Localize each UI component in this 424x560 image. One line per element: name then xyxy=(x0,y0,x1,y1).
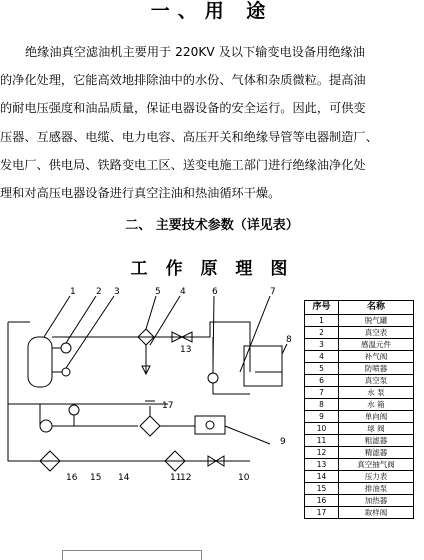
table-row xyxy=(305,483,414,495)
cell-index: 6 xyxy=(305,375,339,387)
cell-name: 防喷器 xyxy=(339,363,414,375)
diagram-label: 6 xyxy=(212,287,218,297)
cell-index: 14 xyxy=(305,471,339,483)
cell-index: 5 xyxy=(305,363,339,375)
diagram-label: 4 xyxy=(180,287,186,297)
pressure-gauge-icon xyxy=(69,405,79,415)
check-valve-box xyxy=(195,416,225,434)
cell-index: 8 xyxy=(305,399,339,411)
cell-index: 12 xyxy=(305,447,339,459)
cell-name: 真空表 xyxy=(339,327,414,339)
purpose-paragraph xyxy=(0,38,424,207)
cell-name: 排油泵 xyxy=(339,483,414,495)
diagram-label: 15 xyxy=(90,473,102,483)
cell-name: 精滤器 xyxy=(339,447,414,459)
diagram-label: 8 xyxy=(286,335,292,345)
diagram-label: 10 xyxy=(238,473,250,483)
table-row xyxy=(305,375,414,387)
header-index: 序号 xyxy=(305,301,339,315)
diagram-label: 9 xyxy=(280,437,286,447)
cell-name: 加热器 xyxy=(339,495,414,507)
table-row xyxy=(305,507,414,519)
cell-name: 补气阀 xyxy=(339,351,414,363)
table-row xyxy=(305,339,414,351)
table-row xyxy=(305,315,414,327)
diagram-label: 11 xyxy=(170,473,182,483)
cell-index: 16 xyxy=(305,495,339,507)
paragraph-line: 的净化处理，它能高效地排除油中的水份、气体和杂质微粒。提高油 xyxy=(0,73,366,88)
paragraph-line: 发电厂、供电局、铁路变电工区、送变电施工部门进行绝缘油净化处 xyxy=(0,157,366,172)
table-row xyxy=(305,447,414,459)
diagram-label: 1 xyxy=(70,287,76,297)
table-row xyxy=(305,351,414,363)
diagram-label: 3 xyxy=(114,287,120,297)
pipe-outer-loop xyxy=(8,322,40,461)
cell-name: 球 阀 xyxy=(339,423,414,435)
table-row xyxy=(305,363,414,375)
working-principle-diagram xyxy=(0,284,300,484)
cell-name: 取样阀 xyxy=(339,507,414,519)
diagram-label: 5 xyxy=(155,287,161,297)
cell-index: 17 xyxy=(305,507,339,519)
table-row xyxy=(305,495,414,507)
table-row xyxy=(305,411,414,423)
section-title-parameters: 二、 主要技术参数（详见表） xyxy=(125,218,299,233)
cell-index: 10 xyxy=(305,423,339,435)
diagram-label: 16 xyxy=(66,473,78,483)
temperature-sensor-icon xyxy=(62,368,70,376)
cell-index: 9 xyxy=(305,411,339,423)
cell-name: 水 泵 xyxy=(339,387,414,399)
oil-pump-icon xyxy=(40,420,52,432)
paragraph-line: 压器、互感器、电缆、电力电容、高压开关和绝缘导管等电器制造厂、 xyxy=(0,129,378,144)
cell-name: 真空抽气阀 xyxy=(339,459,414,471)
table-row xyxy=(305,459,414,471)
diagram-label: 12 xyxy=(180,473,192,483)
table-header-row xyxy=(305,301,414,315)
paragraph-line: 的耐电压强度和油品质量，保证电器设备的安全运行。因此，可供变 xyxy=(0,101,366,116)
diagram-label: 17 xyxy=(162,401,174,411)
cell-index: 3 xyxy=(305,339,339,351)
diagram-label: 2 xyxy=(96,287,102,297)
table-row xyxy=(305,387,414,399)
cell-index: 1 xyxy=(305,315,339,327)
section-title-diagram: 工 作 原 理 图 xyxy=(130,259,294,279)
paragraph-line: 绝缘油真空滤油机主要用于 220KV 及以下输变电设备用绝缘油 xyxy=(25,45,365,59)
table-row xyxy=(305,435,414,447)
diagram-label: 13 xyxy=(180,345,192,355)
component-table xyxy=(304,300,414,519)
cell-name: 单向阀 xyxy=(339,411,414,423)
table-row xyxy=(305,399,414,411)
cell-index: 13 xyxy=(305,459,339,471)
cell-name: 压力表 xyxy=(339,471,414,483)
header-name: 名称 xyxy=(339,301,414,315)
table-row xyxy=(305,471,414,483)
cell-index: 2 xyxy=(305,327,339,339)
diagram-label: 14 xyxy=(118,473,130,483)
cell-index: 15 xyxy=(305,483,339,495)
pipe-top-line xyxy=(52,322,250,372)
cell-name: 水 箱 xyxy=(339,399,414,411)
fine-filter-icon xyxy=(140,416,160,436)
cell-name: 真空泵 xyxy=(339,375,414,387)
vacuum-pump-icon xyxy=(208,373,218,383)
table-row xyxy=(305,327,414,339)
degassing-tank xyxy=(28,337,52,387)
cell-index: 11 xyxy=(305,435,339,447)
cell-name: 粗滤器 xyxy=(339,435,414,447)
cell-index: 7 xyxy=(305,387,339,399)
section-title-purpose: 一、用 途 xyxy=(150,0,274,22)
cell-name: 感温元件 xyxy=(339,339,414,351)
table-row xyxy=(305,423,414,435)
cell-name: 脱气罐 xyxy=(339,315,414,327)
diagram-label: 7 xyxy=(270,287,276,297)
vacuum-gauge-icon xyxy=(61,343,71,353)
cell-index: 4 xyxy=(305,351,339,363)
paragraph-line: 理和对高压电器设备进行真空注油和热油循环干燥。 xyxy=(0,186,281,201)
